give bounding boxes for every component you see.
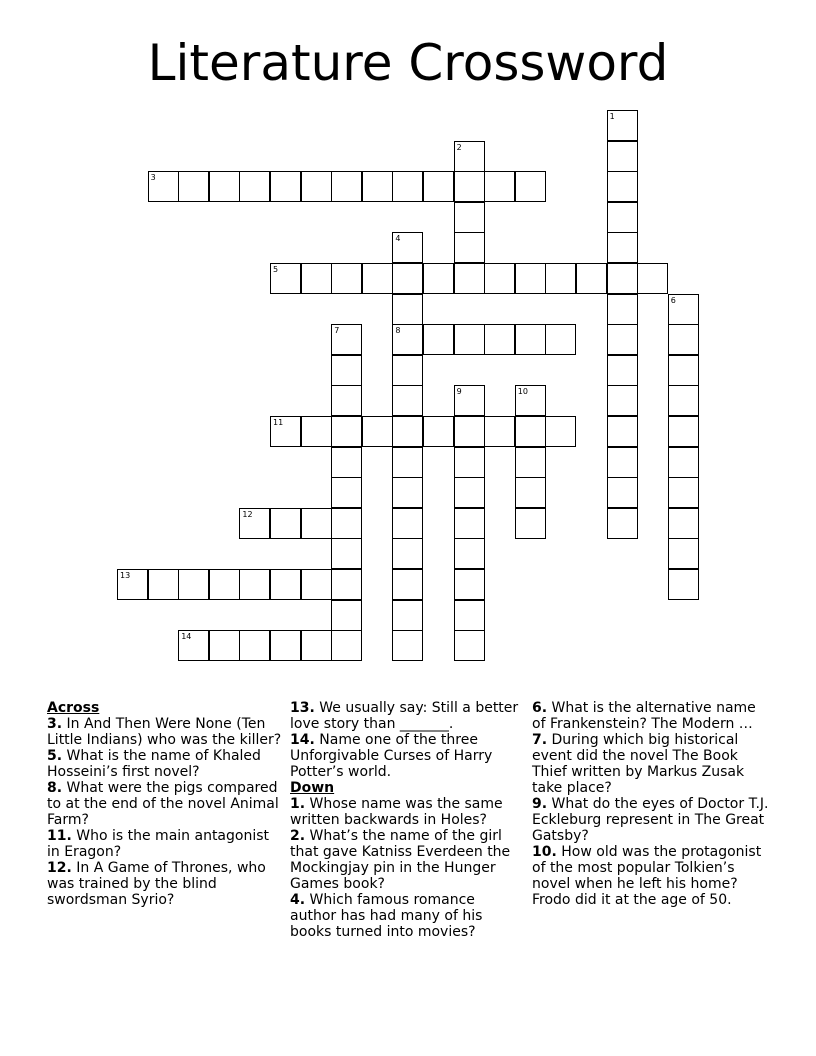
- crossword-cell[interactable]: [331, 477, 362, 508]
- crossword-cell[interactable]: [515, 263, 546, 294]
- crossword-cell[interactable]: [392, 263, 423, 294]
- crossword-cell[interactable]: [239, 569, 270, 600]
- crossword-cell[interactable]: [668, 538, 699, 569]
- crossword-cell[interactable]: [392, 630, 423, 661]
- page-title: Literature Crossword: [147, 34, 669, 92]
- clue-across-3: 3. In And Then Were None (Ten Little Indians) who was the killer?: [47, 716, 282, 748]
- crossword-cell[interactable]: [668, 355, 699, 386]
- crossword-cell[interactable]: [362, 263, 393, 294]
- crossword-cell[interactable]: [392, 477, 423, 508]
- clue-across-11: 11. Who is the main antagonist in Eragon?: [47, 828, 270, 860]
- crossword-cell[interactable]: [148, 171, 179, 202]
- clue-down-9: 9. What do the eyes of Doctor T.J. Eckleburg represent in The Great Gatsby?: [532, 796, 769, 844]
- crossword-cell[interactable]: [607, 294, 638, 325]
- crossword-cell[interactable]: [301, 508, 332, 539]
- clue-column-2: [290, 700, 525, 940]
- crossword-cell[interactable]: [423, 171, 454, 202]
- crossword-cell[interactable]: [607, 141, 638, 172]
- crossword-cell[interactable]: [331, 600, 362, 631]
- crossword-cell[interactable]: [392, 508, 423, 539]
- clue-column-1: [47, 700, 283, 908]
- crossword-cell[interactable]: [668, 385, 699, 416]
- crossword-cell[interactable]: [515, 324, 546, 355]
- crossword-cell[interactable]: [454, 202, 485, 233]
- clue-across-8: 8. What were the pigs compared to at the end of the novel Animal Farm?: [47, 780, 279, 828]
- across-heading: Across: [47, 700, 100, 716]
- clue-down-7: 7. During which big historical event did the novel The Book Thief written by Markus Zusak take place?: [532, 732, 745, 796]
- crossword-cell[interactable]: [607, 202, 638, 233]
- crossword-cell[interactable]: [545, 263, 576, 294]
- crossword-cell[interactable]: [515, 171, 546, 202]
- crossword-cell[interactable]: [607, 355, 638, 386]
- cell-number: 8: [395, 326, 401, 336]
- crossword-cell[interactable]: [301, 630, 332, 661]
- crossword-cell[interactable]: [331, 355, 362, 386]
- clue-down-4: 4. Which famous romance author has had many of his books turned into movies?: [290, 892, 483, 940]
- crossword-cell[interactable]: [607, 508, 638, 539]
- crossword-cell[interactable]: [607, 110, 638, 141]
- clue-across-13: 13. We usually say: Still a better love story than _______.: [290, 700, 519, 732]
- crossword-cell[interactable]: [301, 569, 332, 600]
- crossword-cell[interactable]: [301, 416, 332, 447]
- crossword-cell[interactable]: [668, 477, 699, 508]
- crossword-cell[interactable]: [454, 324, 485, 355]
- crossword-cell[interactable]: [392, 416, 423, 447]
- crossword-cell[interactable]: [392, 232, 423, 263]
- crossword-cell[interactable]: [270, 630, 301, 661]
- crossword-cell[interactable]: [392, 447, 423, 478]
- crossword-cell[interactable]: [454, 263, 485, 294]
- cell-number: 12: [242, 509, 253, 519]
- crossword-cell[interactable]: [270, 263, 301, 294]
- crossword-cell[interactable]: [239, 630, 270, 661]
- crossword-cell[interactable]: [484, 171, 515, 202]
- crossword-cell[interactable]: [454, 538, 485, 569]
- crossword-cell[interactable]: [362, 171, 393, 202]
- crossword-cell[interactable]: [423, 263, 454, 294]
- crossword-cell[interactable]: [392, 171, 423, 202]
- crossword-cell[interactable]: [178, 630, 209, 661]
- crossword-cell[interactable]: [178, 171, 209, 202]
- crossword-cell[interactable]: [454, 447, 485, 478]
- clue-down-10: 10. How old was the protagonist of the most popular Tolkien’s novel when he left his home? Frodo did it at the age of 50.: [532, 844, 762, 908]
- clue-across-5: 5. What is the name of Khaled Hosseini’s first novel?: [47, 748, 261, 780]
- crossword-cell[interactable]: [392, 324, 423, 355]
- crossword-cell[interactable]: [668, 569, 699, 600]
- crossword-cell[interactable]: [209, 171, 240, 202]
- crossword-cell[interactable]: [607, 477, 638, 508]
- crossword-cell[interactable]: [576, 263, 607, 294]
- crossword-cell[interactable]: [148, 569, 179, 600]
- clue-column-3: [532, 700, 772, 908]
- crossword-cell[interactable]: [209, 630, 240, 661]
- crossword-cell[interactable]: [392, 294, 423, 325]
- crossword-cell[interactable]: [607, 385, 638, 416]
- cell-number: 2: [456, 142, 462, 152]
- crossword-cell[interactable]: [454, 600, 485, 631]
- crossword-cell[interactable]: [239, 508, 270, 539]
- cell-number: 11: [273, 418, 284, 427]
- crossword-cell[interactable]: [117, 569, 148, 600]
- clue-across-14: 14. Name one of the three Unforgivable Curses of Harry Potter’s world.: [290, 732, 493, 780]
- cell-number: 14: [181, 632, 192, 642]
- crossword-cell[interactable]: [301, 263, 332, 294]
- crossword-cell[interactable]: [270, 171, 301, 202]
- crossword-cell[interactable]: [484, 324, 515, 355]
- cell-number: 6: [670, 295, 676, 305]
- clue-down-1: 1. Whose name was the same written backwards in Holes?: [290, 796, 503, 828]
- clue-across-12: 12. In A Game of Thrones, who was trained by the blind swordsman Syrio?: [47, 860, 266, 908]
- crossword-cell[interactable]: [331, 416, 362, 447]
- crossword-cell[interactable]: [484, 416, 515, 447]
- crossword-cell[interactable]: [668, 416, 699, 447]
- crossword-cell[interactable]: [331, 538, 362, 569]
- crossword-cell[interactable]: [362, 416, 393, 447]
- crossword-cell[interactable]: [607, 263, 638, 294]
- crossword-cell[interactable]: [331, 324, 362, 355]
- crossword-cell[interactable]: [392, 355, 423, 386]
- crossword-cell[interactable]: [331, 263, 362, 294]
- crossword-cell[interactable]: [607, 416, 638, 447]
- crossword-cell[interactable]: [331, 385, 362, 416]
- crossword-cell[interactable]: [423, 324, 454, 355]
- crossword-cell[interactable]: [423, 416, 454, 447]
- crossword-cell[interactable]: [515, 416, 546, 447]
- crossword-cell[interactable]: [545, 416, 576, 447]
- crossword-cell[interactable]: [607, 232, 638, 263]
- crossword-cell[interactable]: [392, 385, 423, 416]
- crossword-cell[interactable]: [392, 538, 423, 569]
- crossword-cell[interactable]: [454, 385, 485, 416]
- cell-number: 3: [150, 173, 156, 183]
- cell-number: 9: [456, 387, 462, 397]
- crossword-cell[interactable]: [515, 477, 546, 508]
- cell-number: 4: [395, 234, 401, 244]
- cell-number: 5: [273, 265, 279, 274]
- clue-down-6: 6. What is the alternative name of Frankenstein? The Modern …: [532, 700, 756, 732]
- crossword-cell[interactable]: [178, 569, 209, 600]
- crossword-cell[interactable]: [331, 630, 362, 661]
- crossword-cell[interactable]: [515, 447, 546, 478]
- crossword-cell[interactable]: [301, 171, 332, 202]
- crossword-cell[interactable]: [668, 508, 699, 539]
- crossword-cell[interactable]: [209, 569, 240, 600]
- crossword-cell[interactable]: [607, 171, 638, 202]
- crossword-cell[interactable]: [545, 324, 576, 355]
- crossword-cell[interactable]: [331, 171, 362, 202]
- cell-number: 13: [120, 571, 131, 580]
- crossword-cell[interactable]: [484, 263, 515, 294]
- crossword-cell[interactable]: [637, 263, 668, 294]
- crossword-cell[interactable]: [331, 447, 362, 478]
- crossword-cell[interactable]: [331, 569, 362, 600]
- crossword-cell[interactable]: [331, 508, 362, 539]
- crossword-cell[interactable]: [668, 447, 699, 478]
- crossword-cell[interactable]: [270, 508, 301, 539]
- cell-number: 7: [334, 326, 340, 336]
- crossword-cell[interactable]: [454, 232, 485, 263]
- crossword-cell[interactable]: [454, 508, 485, 539]
- down-heading: Down: [290, 780, 335, 796]
- crossword-cell[interactable]: [454, 569, 485, 600]
- crossword-cell[interactable]: [392, 569, 423, 600]
- crossword-cell[interactable]: [515, 385, 546, 416]
- crossword-cell[interactable]: [607, 447, 638, 478]
- crossword-cell[interactable]: [668, 294, 699, 325]
- crossword-cell[interactable]: [392, 600, 423, 631]
- crossword-cell[interactable]: [668, 324, 699, 355]
- crossword-cell[interactable]: [270, 569, 301, 600]
- crossword-cell[interactable]: [239, 171, 270, 202]
- crossword-cell[interactable]: [270, 416, 301, 447]
- cell-number: 1: [609, 112, 615, 121]
- crossword-cell[interactable]: [454, 416, 485, 447]
- cell-number: 10: [517, 387, 528, 397]
- crossword-cell[interactable]: [454, 171, 485, 202]
- crossword-cell[interactable]: [454, 630, 485, 661]
- clue-down-2: 2. What’s the name of the girl that gave Katniss Everdeen the Mockingjay pin in the Hunger Games book?: [290, 828, 511, 892]
- crossword-cell[interactable]: [607, 324, 638, 355]
- crossword-cell[interactable]: [515, 508, 546, 539]
- crossword-cell[interactable]: [454, 141, 485, 172]
- crossword-cell[interactable]: [454, 477, 485, 508]
